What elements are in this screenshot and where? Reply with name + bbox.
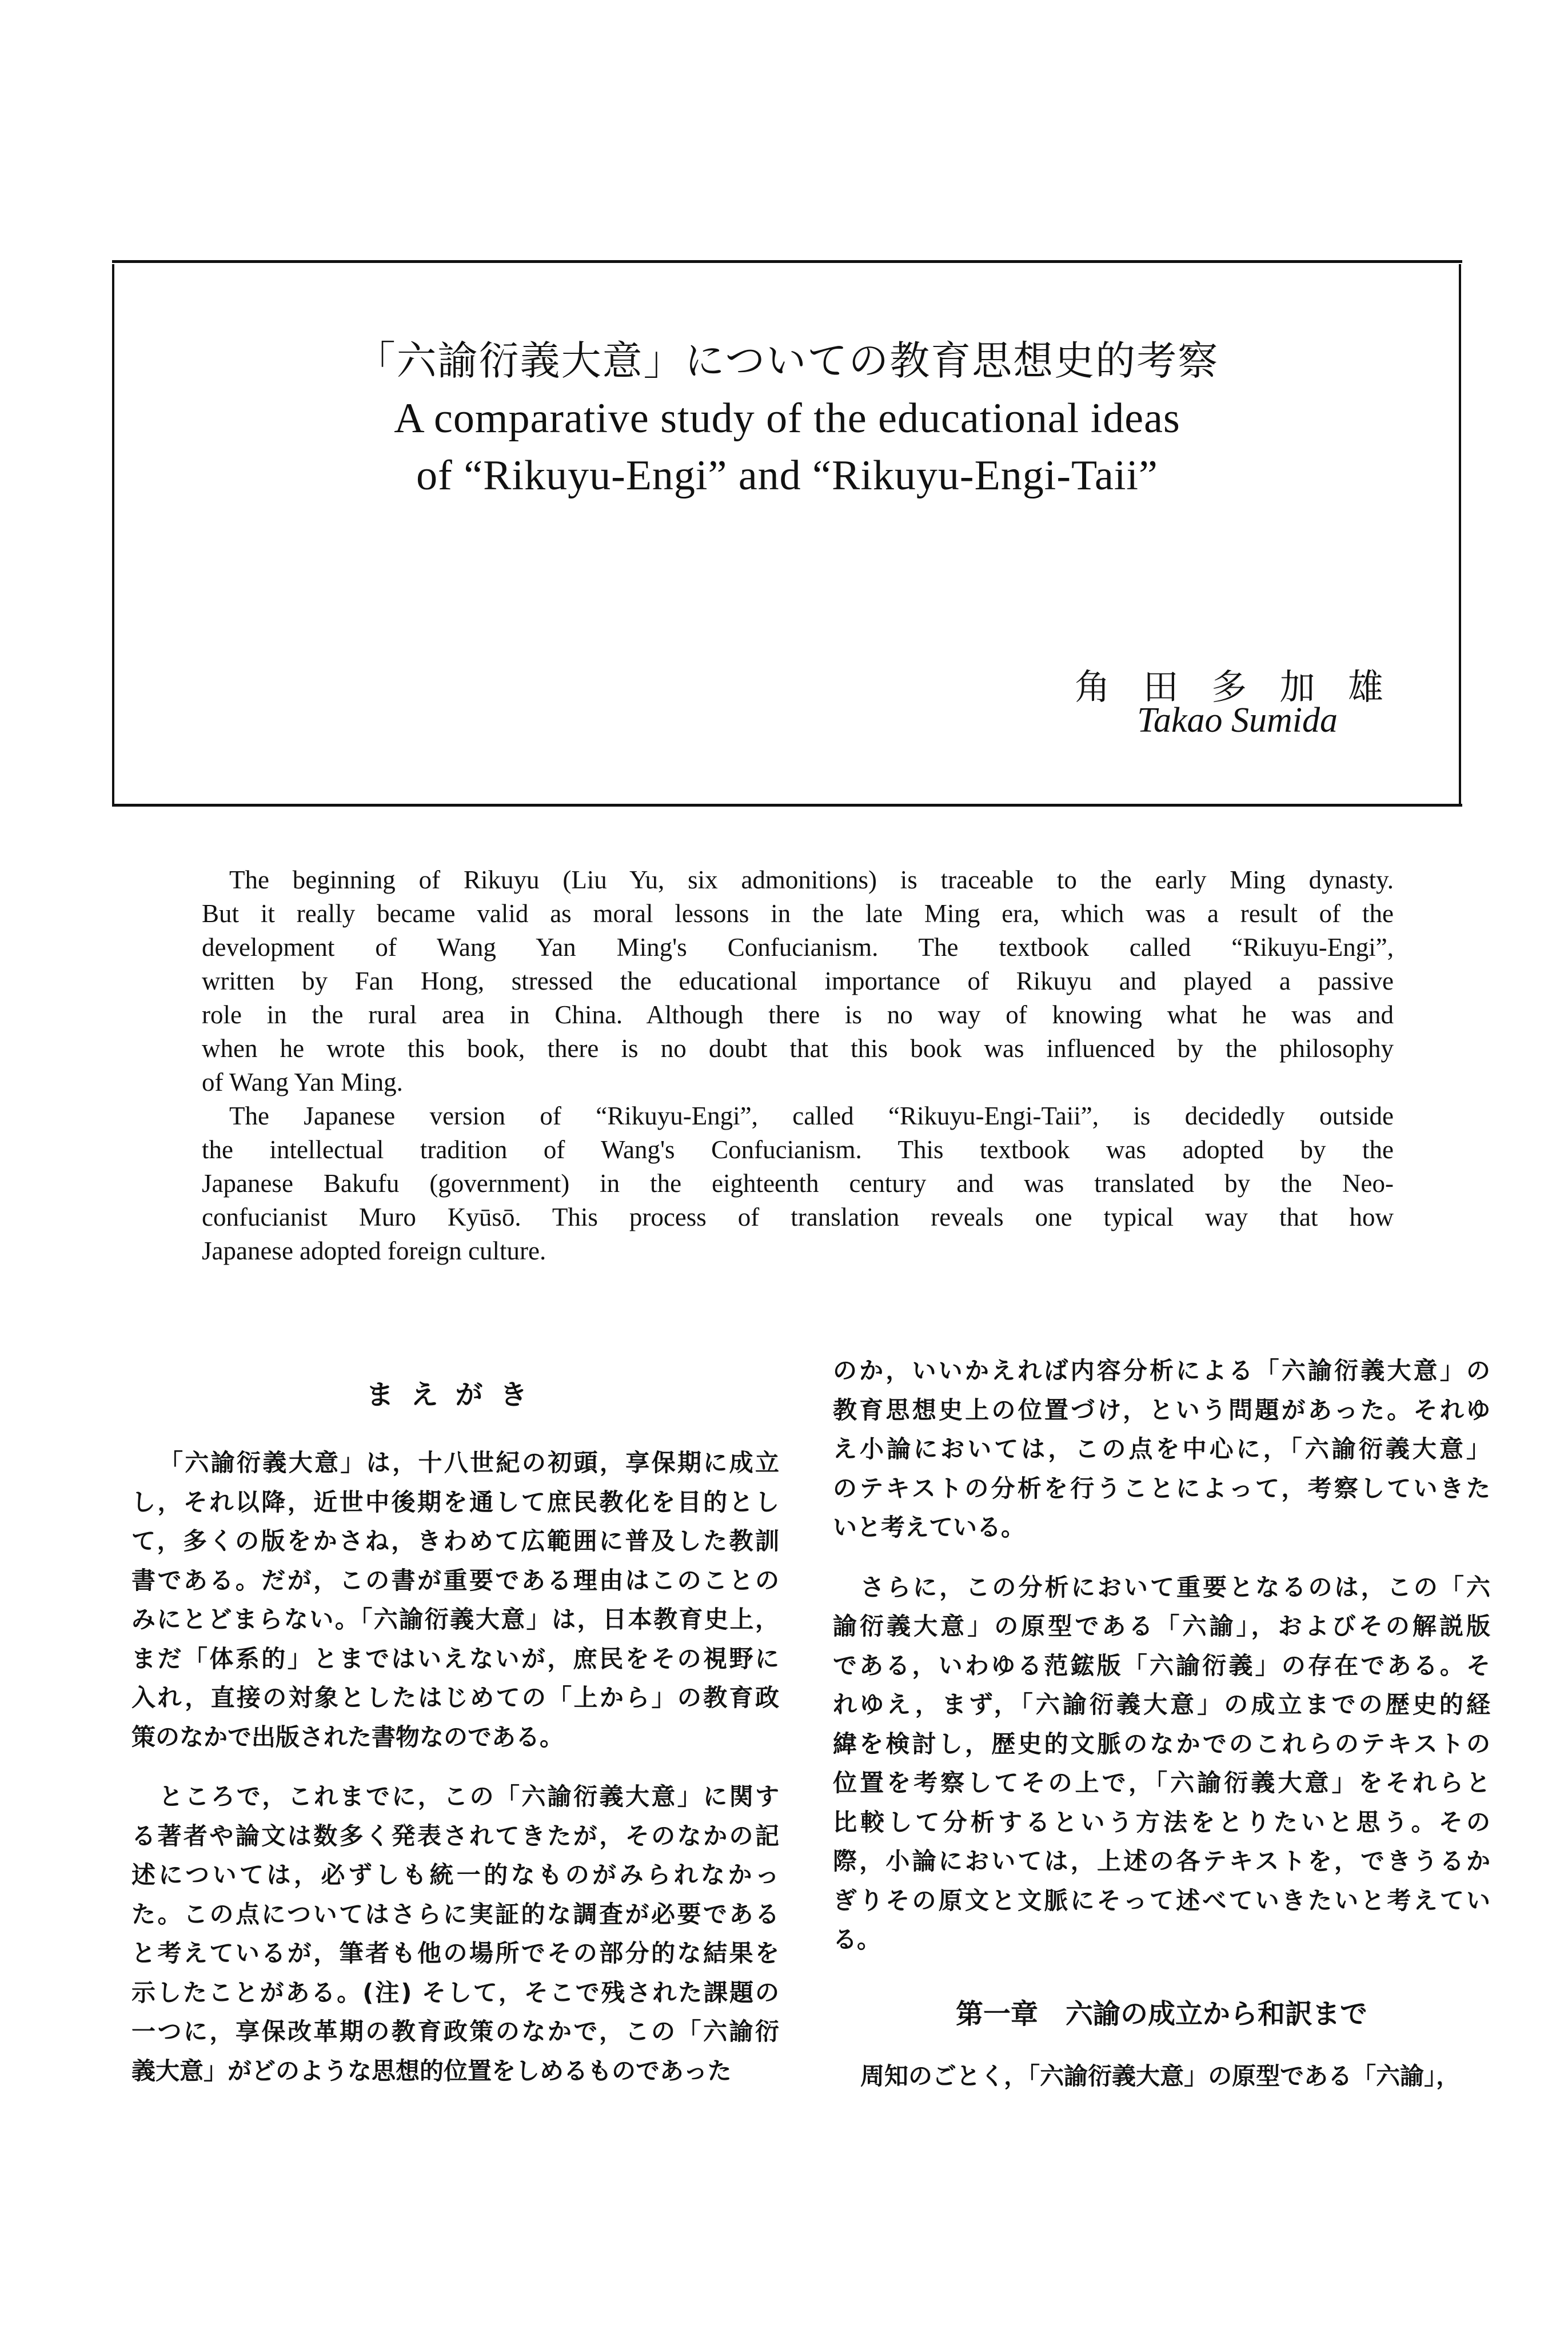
text-line: 比較して分析するという方法をとりたいと思う。その	[833, 1808, 1490, 1836]
paragraph	[202, 863, 1394, 1099]
text-line: ところで，これまでに，この「六諭衍義大意」に関す	[159, 1782, 779, 1810]
text-line: た。この点についてはさらに実証的な調査が必要である	[131, 1900, 779, 1928]
title-japanese: 「六諭衍義大意」についての教育思想史的考察	[355, 337, 1219, 384]
title-english-line-2: of “Rikuyu-Engi” and “Rikuyu-Engi-Taii”	[416, 452, 1158, 499]
chapter-heading: 第一章 六諭の成立から和訳まで	[955, 1997, 1367, 2030]
text-line: れゆえ，まず，「六諭衍義大意」の成立までの歴史的経	[833, 1690, 1490, 1718]
text-line: 義大意」がどのような思想的位置をしめるものであった	[131, 2056, 732, 2085]
text-line: 述については，必ずしも統一的なものがみられなかっ	[131, 1861, 779, 1889]
text-line: role in the rural area in China. Although there is no way of knowing what he was and	[202, 1000, 1394, 1029]
text-line: of Wang Yan Ming.	[202, 1068, 403, 1096]
title-frame-top-rule	[112, 260, 1462, 263]
text-line: る。	[833, 1925, 881, 1953]
text-line: のテキストの分析を行うことによって，考察していきた	[833, 1474, 1490, 1502]
text-line: て，多くの版をかさね，きわめて広範囲に普及した教訓	[131, 1527, 779, 1555]
text-line: Japanese Bakufu (government) in the eighteenth century and was translated by the Neo-	[202, 1169, 1394, 1198]
text-line: である，いわゆる范鋐版「六諭衍義」の存在である。そ	[833, 1651, 1490, 1680]
text-line: 策のなかで出版された書物なのである。	[131, 1722, 564, 1751]
paragraph	[131, 1443, 779, 1757]
text-line: いと考えている。	[833, 1513, 1026, 1541]
text-line: 「六諭衍義大意」は，十八世紀の初頭，享保期に成立	[159, 1449, 779, 1477]
preface-heading: まえがき	[366, 1379, 545, 1411]
text-line: 緯を検討し，歴史的文脈のなかでのこれらのテキストの	[833, 1729, 1490, 1758]
abstract	[202, 863, 1394, 1268]
paragraph	[833, 1351, 1490, 1548]
text-line: と考えているが，筆者も他の場所でその部分的な結果を	[131, 1939, 779, 1967]
right-column	[833, 1351, 1490, 2096]
text-line: 示したことがある。(注) そして，そこで残された課題の	[131, 1978, 779, 2007]
text-line: 入れ，直接の対象としたはじめての「上から」の教育政	[131, 1684, 779, 1712]
text-line: 書である。だが，この書が重要である理由はこのことの	[131, 1566, 779, 1594]
text-line: え小論においては，この点を中心に，「六諭衍義大意」	[833, 1435, 1490, 1463]
text-line: The beginning of Rikuyu (Liu Yu, six admonitions) is traceable to the early Ming dynasty.	[229, 866, 1394, 894]
text-line: confucianist Muro Kyūsō. This process of translation reveals one typical way that how	[202, 1203, 1394, 1231]
text-line: みにとどまらない。「六諭衍義大意」は，日本教育史上，	[131, 1605, 779, 1633]
text-line: the intellectual tradition of Wang's Confucianism. This textbook was adopted by the	[202, 1135, 1394, 1164]
text-line: し，それ以降，近世中後期を通して庶民教化を目的とし	[131, 1487, 779, 1516]
text-line: Japanese adopted foreign culture.	[202, 1237, 546, 1265]
text-line: development of Wang Yan Ming's Confucianism. The textbook called “Rikuyu-Engi”,	[202, 933, 1394, 962]
text-line: The Japanese version of “Rikuyu-Engi”, called “Rikuyu-Engi-Taii”, is decidedly outside	[229, 1102, 1394, 1130]
chapter-first-line: 周知のごとく，「六諭衍義大意」の原型である「六諭」，	[860, 2061, 1461, 2090]
text-line: まだ「体系的」とまではいえないが，庶民をその視野に	[131, 1644, 779, 1673]
author-english: Takao Sumida	[1137, 701, 1338, 740]
text-line: 一つに，享保改革期の教育政策のなかで，この「六諭衍	[131, 2017, 779, 2045]
text-line: 位置を考察してその上で，「六諭衍義大意」をそれらと	[833, 1769, 1490, 1797]
text-line: 際，小論においては，上述の各テキストを，できうるか	[833, 1847, 1490, 1875]
text-line: る著者や論文は数多く発表されてきたが，そのなかの記	[131, 1821, 779, 1850]
left-column	[131, 1375, 779, 2111]
text-line: さらに，この分析において重要となるのは，この「六	[860, 1573, 1490, 1601]
text-line: 教育思想史上の位置づけ，という問題があった。それゆ	[833, 1395, 1490, 1424]
author-japanese: 角 田 多 加 雄	[1075, 666, 1383, 708]
text-line: written by Fan Hong, stressed the educational importance of Rikuyu and played a passive	[202, 967, 1394, 995]
text-line: But it really became valid as moral lessons in the late Ming era, which was a result of the	[202, 899, 1394, 928]
paragraph	[131, 1777, 779, 2091]
title-frame-bottom-rule	[112, 804, 1462, 807]
paragraph	[202, 1099, 1394, 1268]
text-line: ぎりその原文と文脈にそって述べていきたいと考えてい	[833, 1886, 1490, 1915]
paragraph	[833, 1568, 1490, 1960]
text-line: when he wrote this book, there is no doubt that this book was influenced by the philosophy	[202, 1034, 1394, 1063]
text-line: のか，いいかえれば内容分析による「六諭衍義大意」の	[833, 1357, 1490, 1385]
text-line: 諭衍義大意」の原型である「六諭」，およびその解説版	[833, 1612, 1490, 1640]
title-english-line-1: A comparative study of the educational ideas	[394, 395, 1180, 442]
